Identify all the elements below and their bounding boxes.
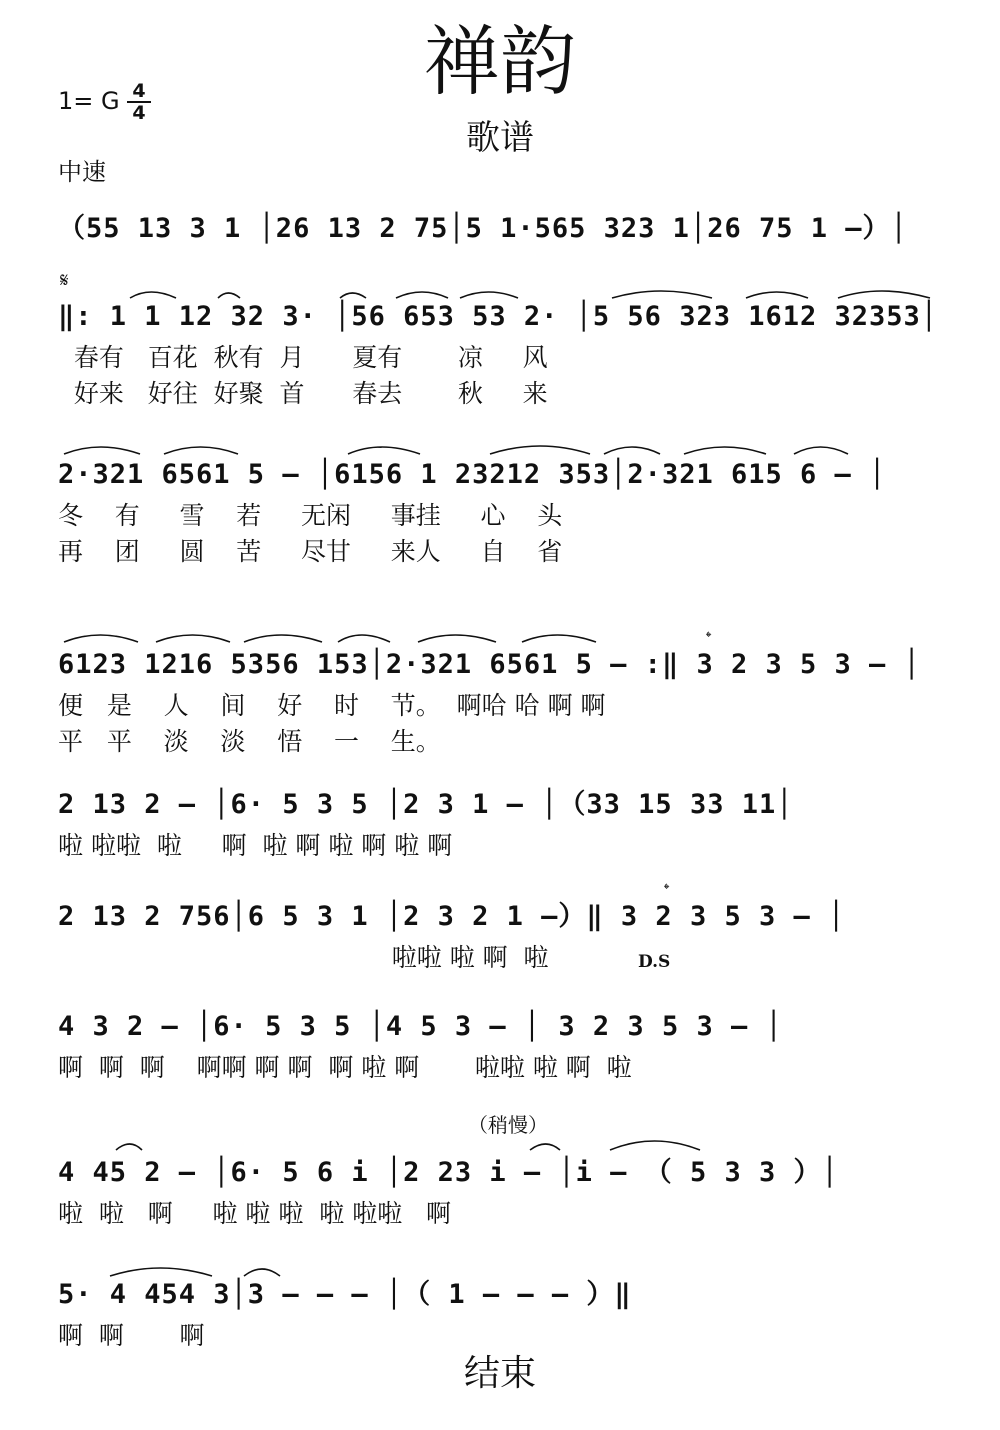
notes-row: 5· 4 454 3│3 – – – │（ 1 – – – ）‖	[58, 1279, 632, 1310]
lyric-row: 好来 好往 好聚 首 春去 秋 来	[58, 379, 548, 408]
segno-icon: 𝄋	[60, 268, 69, 292]
lyric-row: 啊 啊 啊 啊啊 啊 啊 啊 啦 啊 啦啦 啦 啊 啦	[58, 1053, 632, 1082]
ending-label: 结束	[463, 1353, 536, 1394]
lyric-row: 便 是 人 间 好 时 节。 啊哈 哈 啊 啊	[58, 691, 606, 720]
tempo-marking: 中速	[58, 158, 106, 186]
notes-row: ‖: 1 1 12 32 3· │56 653 53 2· │5 56 323 1612 32353│	[58, 301, 939, 332]
coda-icon: 𝄌	[706, 628, 712, 646]
lyric-row: 啦啦 啦 啊 啦	[58, 943, 549, 972]
ds-marking: D.S	[638, 952, 671, 972]
notes-row: 2·321 6561 5 – │6156 1 23212 353│2·321 615 6 – │	[58, 459, 887, 490]
song-title: 禅韵	[424, 17, 576, 106]
lyric-row: 再 团 圆 苦 尽甘 来人 自 省	[58, 537, 563, 566]
lyric-row: 平 平 淡 淡 悟 一 生。	[58, 727, 441, 756]
notes-row: 6123 1216 5356 153│2·321 6561 5 – :‖ 3 2 3 5 3 – │	[58, 649, 921, 680]
notes-row: 4 45 2 – │6· 5 6 i │2 23 i – │i – （ 5 3 3 ）│	[58, 1157, 839, 1188]
lyric-row: 冬 有 雪 若 无闲 事挂 心 头	[58, 501, 563, 530]
lyric-row: 春有 百花 秋有 月 夏有 凉 风	[58, 343, 548, 372]
notes-row: 4 3 2 – │6· 5 3 5 │4 5 3 – │ 3 2 3 5 3 – │	[58, 1011, 783, 1042]
lyric-row: 啦 啦 啊 啦 啦 啦 啦 啦啦 啊	[58, 1199, 452, 1228]
song-subtitle: 歌谱	[466, 118, 534, 158]
notes-row: 2 13 2 – │6· 5 3 5 │2 3 1 – │（33 15 33 11│	[58, 789, 794, 820]
lyric-row: 啦 啦啦 啦 啊 啦 啊 啦 啊 啦 啊	[58, 831, 453, 860]
coda-icon: 𝄌	[664, 880, 670, 898]
time-signature-bottom: 4	[132, 102, 146, 124]
notes-row: （55 13 3 1 │26 13 2 75│5 1·565 323 1│26 75 1 –）│	[58, 213, 908, 244]
time-signature-top: 4	[132, 80, 146, 102]
notes-row: 2 13 2 756│6 5 3 1 │2 3 2 1 –）‖ 3 2 3 5 3 – │	[58, 901, 846, 932]
tempo-change-note: （稍慢）	[468, 1113, 548, 1137]
key-signature: 1= G	[58, 87, 120, 115]
lyric-row: 啊 啊 啊	[58, 1321, 205, 1350]
